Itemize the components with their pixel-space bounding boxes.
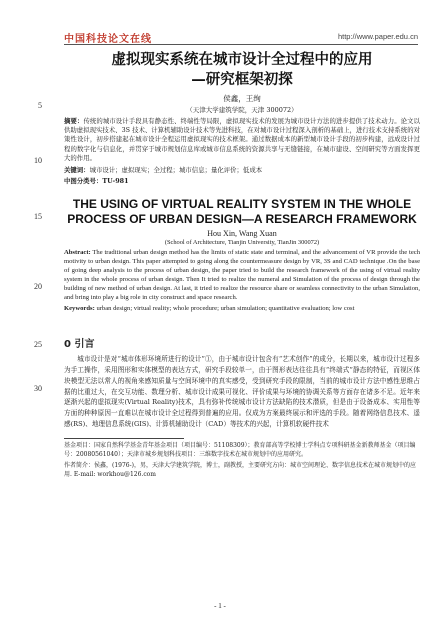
chinese-subtitle-line: —研究框架初探	[191, 72, 293, 88]
introduction-paragraph: 城市设计是对“城市体形环境所进行的设计”①，由于城市设计包含有“艺术创作”的成分，长期以来，城市设计过程多为手工操作，采用图形和实体模型的表达方式，研究手段较单一，由于图形表达往往具有“终端式”静态的特征，而视区体块模型无法以常人的视角来感知质量与空间环境中的真实感受，受到研究手段的限制，当前的城市设计方法中感性思维占据的比重过大，在交互功能、数理分析、城市设计成果可视化、评价成果与环境的协调关系等方面存在诸多不足。近年来逐渐兴起的虚拟现实(Virtual Reality)技术，具有弥补传统城市设计方法缺陷的技术潜质，但是由于设备成本、实用性等方面的种种原因一直难以在城市设计全过程得到普遍的应用。仅成为方案最终展示和评选的手段。随着网络信息技术、遥感(RS)、地理信息系统(GIS)、计算机辅助设计（CAD）等技术的兴起，计算机软硬件技术	[64, 355, 420, 428]
classification-code	[64, 176, 420, 185]
line-number: 10	[34, 156, 42, 165]
chinese-title	[64, 50, 420, 90]
footnote-divider	[64, 438, 184, 439]
english-authors: Hou Xin, Wang Xuan	[207, 229, 277, 239]
paper-body	[64, 48, 420, 479]
header-divider	[64, 44, 418, 45]
english-abstract	[64, 248, 420, 302]
chinese-authors: 侯鑫，王绚	[223, 94, 261, 103]
keywords-text: urban design; virtual reality; whole procedure; urban simulation; quantitative evaluation; low cost	[96, 305, 355, 313]
clc-value: TU-981	[102, 177, 129, 186]
abstract-text: 传统的城市设计手段具有静态性、终端性等局限，虚拟现实技术的发展为城市设计方法的进步提供了技术动力。论文以供助虚拟现实技术、3S 技术、计算机辅助设计技术等先进科技，在对城市设计过程深入剖析的基础上，进行技术支持系统的对策性设计，初步搭建起在城市设计全程运用虚拟现实的技术框架。通过数据成本的新型城市设计手段的初步构建，远成设计过程的数字化与信息化，并贯穿于城市规划信息库或城市信息系统的资源共享与无缝链接，在城市建设、空间研究等方面发挥更大的作用。	[64, 117, 421, 162]
author-footnote: 作者简介：侯鑫，(1976-)，男，天津大学建筑学院，博士，副教授，主要研究方向：城市空间理论、数字信息技术在城市规划中的应用. E-mail: workhou@126.com	[64, 461, 416, 478]
funding-footnote: 基金项目：国家自然科学基金青年基金项目（项目编号：51108309）；教育部高等学校博士学科点专项科研基金新教师基金（项目编号：20080561040）；天津市城乡规划科技项目：三维数字技术在城市规划中的应用研究。	[64, 441, 416, 458]
line-number: 15	[34, 212, 42, 221]
line-number: 5	[38, 101, 42, 110]
english-keywords	[64, 304, 420, 313]
english-title: THE USING OF VIRTUAL REALITY SYSTEM IN THE WHOLE PROCESS OF URBAN DESIGN—A RESEARCH FRAMEWORK	[67, 197, 417, 227]
chinese-title-line: 虚拟现实系统在城市设计全过程中的应用	[111, 52, 373, 68]
line-number-gutter	[0, 0, 40, 620]
chinese-abstract	[64, 117, 420, 163]
keywords-label: 关键词：	[64, 166, 90, 175]
abstract-label: Abstract:	[64, 249, 91, 257]
journal-logo: 中国科技论文在线	[64, 34, 152, 45]
chinese-affiliation: （天津大学建筑学院，天津 300072）	[186, 106, 298, 114]
abstract-label: 摘要：	[64, 117, 84, 125]
chinese-keywords	[64, 166, 420, 175]
line-number: 20	[34, 282, 42, 291]
section-heading: 0 引言	[64, 339, 95, 351]
line-number: 25	[34, 340, 42, 349]
site-url[interactable]: http://www.paper.edu.cn	[337, 32, 418, 41]
clc-label: 中图分类号：	[64, 177, 103, 186]
keywords-label: Keywords:	[64, 305, 95, 313]
line-number: 30	[34, 384, 42, 393]
page-header	[0, 0, 440, 44]
page-number: - 1 -	[214, 602, 226, 610]
abstract-text: The traditional urban design method has the limits of static state and terminal, and the advancement of VR provide the tech motivity to urban design. This paper attempted to going along the countermeasure design by VR, 3S and CAD technique .On the base of going deep analysis to the process of urban design, the paper tried to build the research framework of the using of virtual reality system in the whole process of urban design. Then It tried to realize the numeral and Simulation of the process of design through the building of new method of urban design. At last, it tried to realize the resource share or seamless connectivity to the urban Simulation, and bring into play a big role in city construct and space research.	[64, 249, 420, 302]
english-affiliation: (School of Architecture, Tianjin University, TianJin 300072)	[164, 239, 320, 247]
keywords-text: 城市设计；虚拟现实；全过程；城市信息；量化评价；低成本	[89, 166, 263, 175]
